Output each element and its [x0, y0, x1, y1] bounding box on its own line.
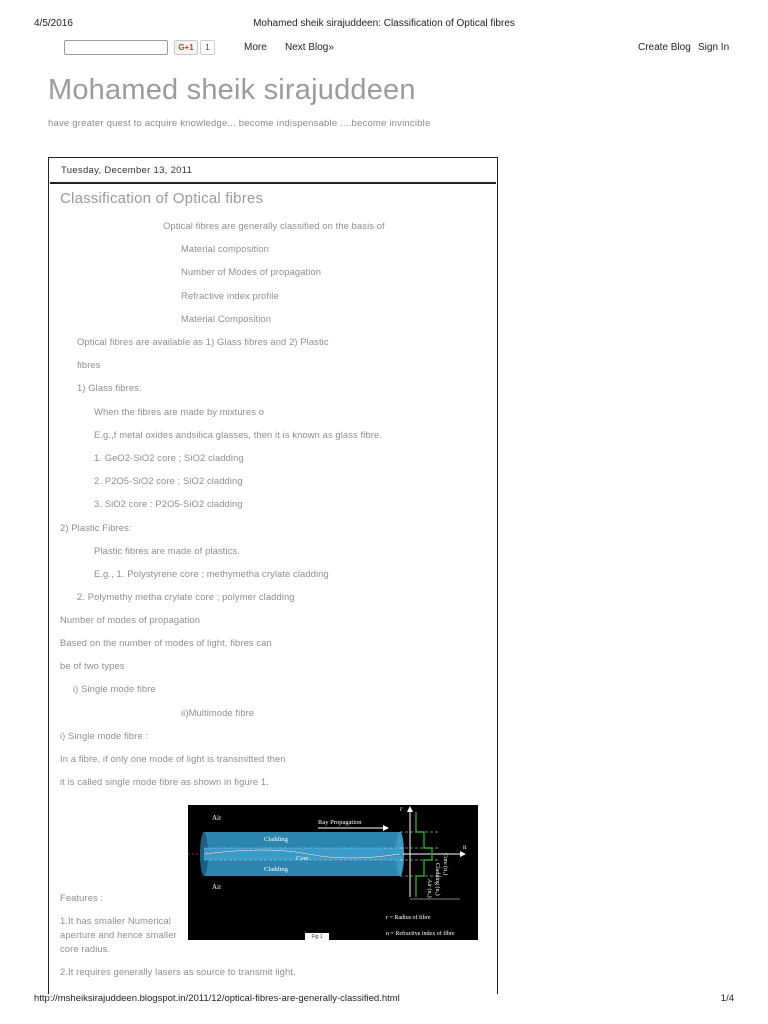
print-footer	[34, 993, 734, 1007]
post-line: ii)Multimode fibre	[181, 707, 255, 718]
air-bottom-label: Air	[212, 883, 222, 891]
print-page-number: 1/4	[720, 993, 734, 1004]
cladding-bottom-label: Cladding	[264, 866, 288, 873]
core-label: Core	[296, 855, 309, 862]
gplus-button[interactable]: G+1	[174, 40, 198, 55]
post-line: 1) Glass fibres:	[77, 382, 142, 393]
post-line: 2.It requires generally lasers as source to transmit light.	[60, 966, 296, 977]
more-link[interactable]: More	[244, 42, 267, 53]
post-line: 1.It has smaller Numerical	[60, 915, 171, 926]
post-line: aperture and hence smaller	[60, 929, 177, 940]
post-line: be of two types	[60, 660, 125, 671]
post-line: Material Composition	[181, 313, 272, 324]
fibre-diagram	[188, 805, 478, 940]
post-line: Features :	[60, 892, 104, 903]
print-date: 4/5/2016	[34, 18, 73, 29]
post-line: E.g.,f metal oxides andsilica glasses, then it is known as glass fibre.	[94, 429, 382, 440]
post-line: 2. P2O5-SiO2 core ; SiO2 cladding	[94, 475, 243, 486]
air-index-label: Air (n₀)	[426, 879, 432, 898]
date-divider	[50, 183, 496, 184]
print-header	[34, 18, 734, 32]
post-line: Number of modes of propagation	[60, 614, 201, 625]
sign-in-link[interactable]: Sign In	[698, 42, 730, 53]
n-axis-label: n	[463, 843, 467, 851]
figure-caption: Fig 1	[305, 933, 329, 941]
post-line: Number of Modes of propagation	[181, 266, 322, 277]
post-title[interactable]: Classification of Optical fibres	[60, 190, 264, 207]
post-line: 3. SiO2 core : P2O5-SiO2 cladding	[94, 498, 243, 509]
post-line: 1. GeO2-SiO2 core ; SiO2 cladding	[94, 452, 244, 463]
post-line: Refractive index profile	[181, 290, 279, 301]
post-line: it is called single mode fibre as shown in figure 1.	[60, 776, 269, 787]
blog-title[interactable]: Mohamed sheik sirajuddeen	[48, 74, 416, 106]
post-line: i) Single mode fibre	[73, 683, 156, 694]
post-line: Based on the number of modes of light, fibres can	[60, 637, 272, 648]
post-date-header: Tuesday, December 13, 2011	[50, 159, 496, 183]
post-line: 2. Polymethy metha crylate core ; polymer cladding	[77, 591, 295, 602]
next-blog-link[interactable]: Next Blog»	[285, 42, 334, 53]
create-blog-link[interactable]: Create Blog	[638, 42, 691, 53]
post-line: Optical fibres are generally classified on the basis of	[163, 220, 385, 231]
ray-propagation-label: Ray Propagation	[318, 819, 362, 826]
post-line: Optical fibres are available as 1) Glass fibres and 2) Plastic	[77, 336, 329, 347]
post-line: In a fibre, if only one mode of light is transmitted then	[60, 753, 286, 764]
search-input[interactable]	[64, 40, 168, 55]
post-line: 2) Plastic Fibres:	[60, 522, 132, 533]
print-page-title: Mohamed sheik sirajuddeen: Classification of Optical fibres	[253, 18, 515, 29]
post-line: E.g., 1. Polystyrene core ; methymetha crylate cladding	[94, 568, 329, 579]
post-line: i) Single mode fibre :	[60, 730, 149, 741]
print-url: http://msheiksirajuddeen.blogspot.in/2011/12/optical-fibres-are-generally-classified.html	[34, 993, 400, 1004]
post-line: core radius.	[60, 943, 111, 954]
post-line: fibres	[77, 359, 101, 370]
cladding-index-label: Cladding (n₂)	[434, 863, 440, 896]
post-line: When the fibres are made by mixtures o	[94, 406, 265, 417]
core-index-label: Core (n₁)	[442, 853, 448, 876]
post-line: Material composition	[181, 243, 269, 254]
single-mode-fibre-figure	[188, 805, 478, 940]
post-line: Plastic fibres are made of plastics.	[94, 545, 240, 556]
blogger-navbar	[0, 40, 768, 56]
cladding-top-label: Cladding	[264, 836, 288, 843]
legend-radius: r = Radius of fibre	[386, 915, 431, 921]
air-top-label: Air	[212, 814, 222, 822]
legend-refractive-index: n = Refractive index of fibre	[386, 931, 455, 937]
blog-description: have greater quest to acquire knowledge... become indispensable ....become invincible	[48, 118, 431, 129]
r-axis-label: r	[400, 805, 403, 813]
gplus-count: 1	[200, 40, 215, 55]
